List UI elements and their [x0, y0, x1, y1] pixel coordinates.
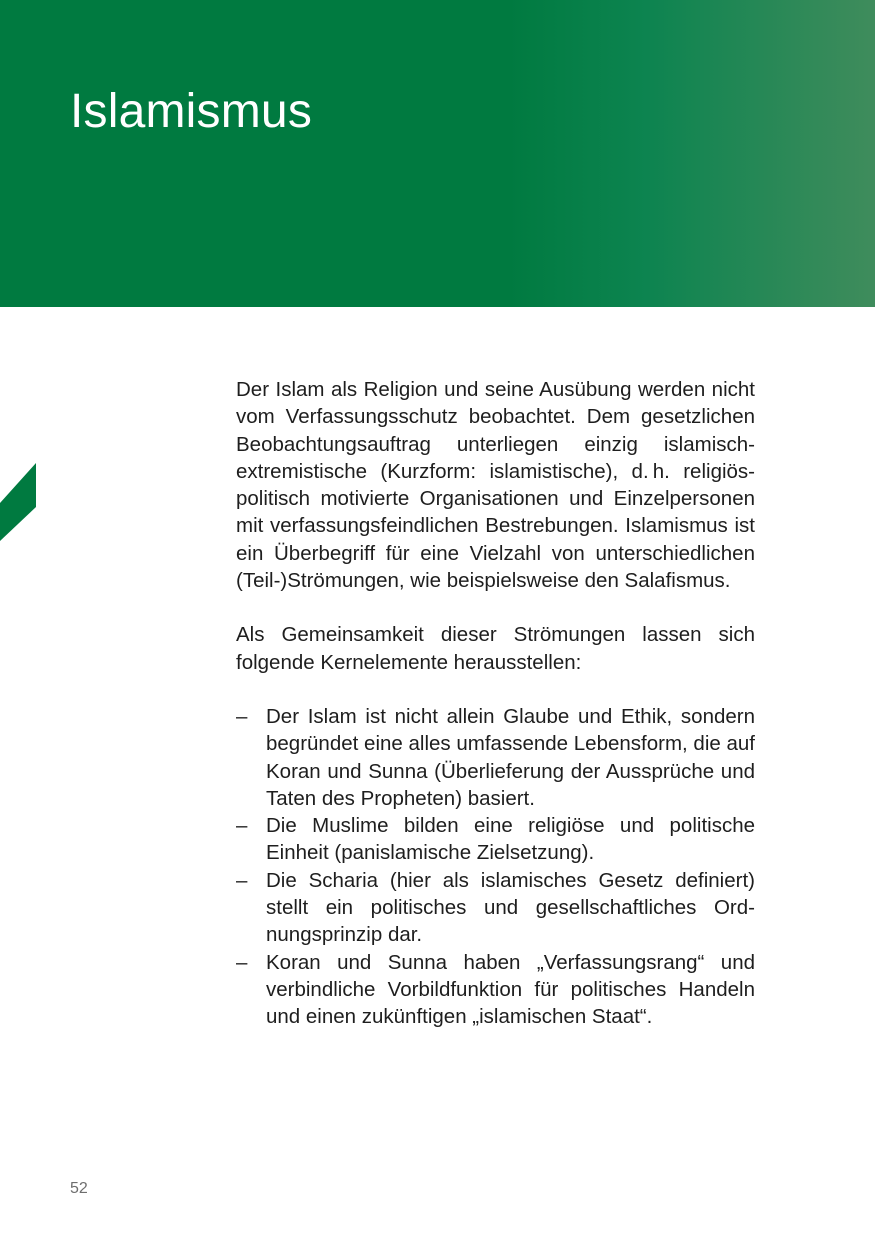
list-item-text: Koran und Sunna haben „Verfassungsrang“ und verbindliche Vorbildfunktion für politisches Handeln und einen zukünftigen „islamischen Staat“.	[266, 950, 755, 1029]
intro-paragraph: Der Islam als Religion und seine Ausübung werden nicht vom Verfassungsschutz beobachtet. Dem gesetzlichen Beobachtungsauftrag unterliegen einzig islamisch-extremistische (Kurzform: islamistische), d. h. religiös-politisch motivierte Organisationen und Einzelpersonen mit verfassungsfeindlichen Bestrebungen. Islamismus ist ein Überbegriff für eine Vielzahl von unterschiedlichen (Teil-)Strömungen, wie beispielsweise den Salafismus.	[236, 378, 755, 593]
dash-bullet: –	[236, 814, 248, 838]
dash-bullet: –	[236, 704, 248, 728]
list-item	[236, 867, 755, 949]
core-elements-list	[236, 703, 755, 1031]
main-text	[236, 376, 755, 1031]
list-item	[236, 703, 755, 812]
list-item-text: Die Scharia (hier als islamisches Gesetz definiert) stellt ein politisches und gesellschaftliches Ordnungsprinzip dar.	[266, 868, 755, 947]
second-paragraph: Als Gemeinsamkeit dieser Strömungen lassen sich folgende Kernelemente herausstellen:	[236, 623, 755, 674]
page-number: 52	[70, 1180, 88, 1197]
dash-bullet: –	[236, 868, 248, 892]
green-corner-mark-icon	[0, 463, 38, 541]
header-banner	[0, 0, 875, 307]
list-item-text: Die Muslime bilden eine religiöse und politische Einheit (panislamische Zielsetzung).	[266, 814, 755, 865]
page-title: Islamismus	[70, 85, 313, 138]
dash-bullet: –	[236, 950, 248, 974]
list-item	[236, 812, 755, 867]
list-item	[236, 949, 755, 1031]
list-item-text: Der Islam ist nicht allein Glaube und Ethik, sondern begründet eine alles umfassende Lebensform, die auf Koran und Sunna (Überlieferung der Aussprüche und Taten des Propheten) basiert.	[266, 704, 755, 810]
